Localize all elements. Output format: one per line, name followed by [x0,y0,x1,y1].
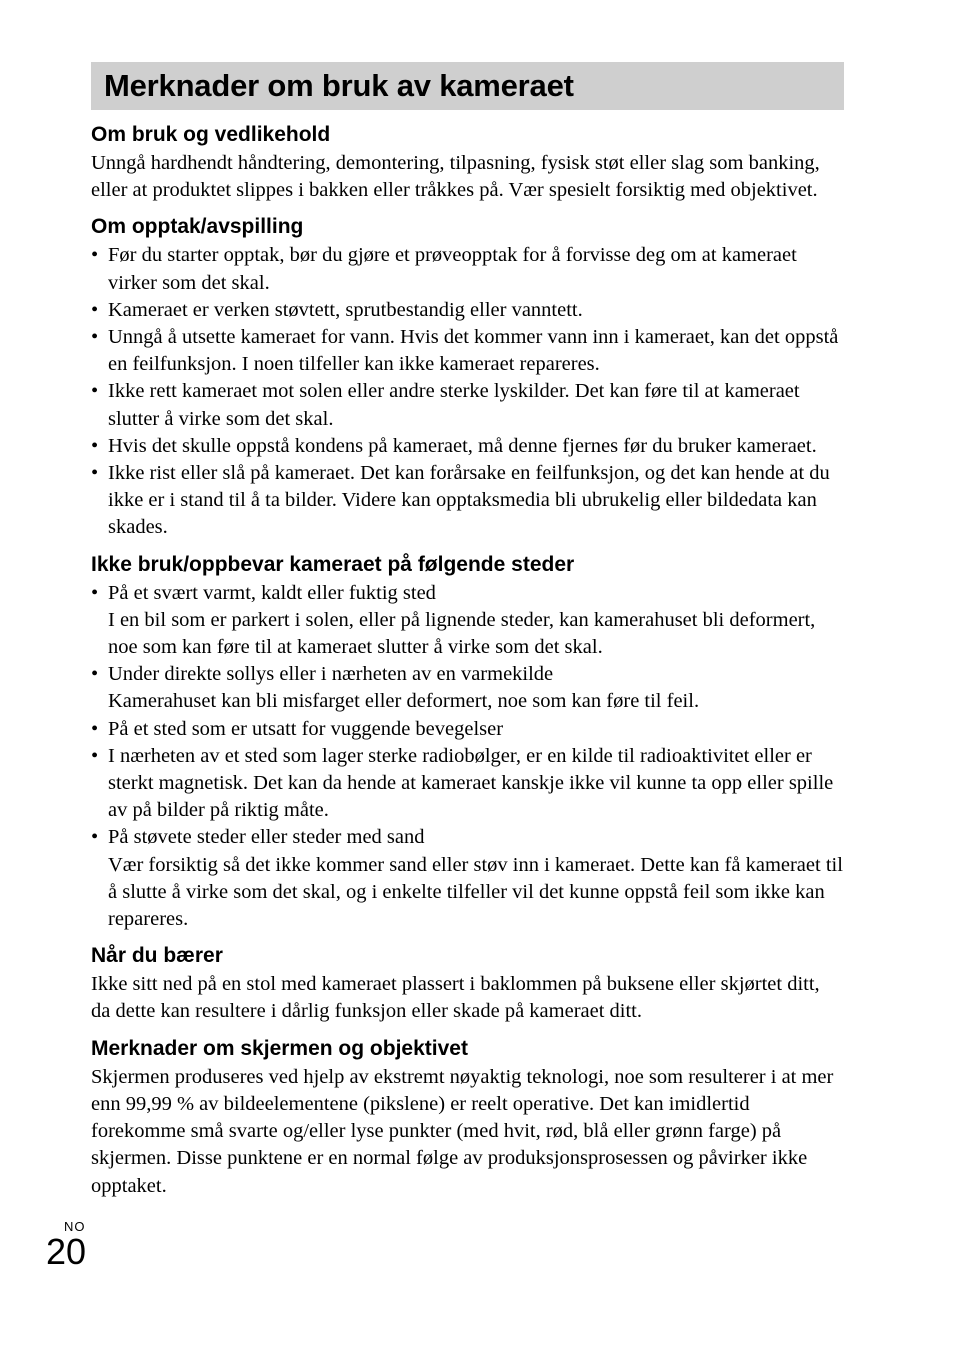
list-item-text: På et svært varmt, kaldt eller fuktig sted [108,581,436,604]
section-heading: Ikke bruk/oppbevar kameraet på følgende steder [91,552,575,576]
bullet-mark: • [91,326,99,349]
section-storage-locations [91,550,843,934]
section-use-maintenance [91,120,843,204]
bullet-list [91,580,843,934]
list-item [91,324,843,378]
list-item-text: Hvis det skulle oppstå kondens på kameraet, må denne fjernes før du bruker kameraet. [108,434,817,457]
bullet-mark: • [91,462,99,485]
list-item [91,716,843,743]
page-language: NO [64,1219,86,1234]
bullet-mark: • [91,663,99,686]
list-item [91,743,843,825]
bullet-mark: • [91,744,99,767]
list-item-text: Under direkte sollys eller i nærheten av en varmekilde [108,663,554,686]
list-item [91,580,843,662]
section-heading: Om opptak/avspilling [91,215,304,239]
list-item-text: På støvete steder eller steder med sand [108,826,425,849]
section-paragraph: Ikke sitt ned på en stol med kameraet plassert i baklommen på buksene eller skjørtet ditt, da dette kan resultere i dårlig funksjon eller skade på kameraet ditt. [91,973,820,1023]
list-item [91,378,843,432]
bullet-mark: • [91,380,99,403]
bullet-mark: • [91,298,99,321]
list-item [91,460,843,542]
content [91,120,843,1208]
list-item-detail: Kamerahuset kan bli misfarget eller deformert, noe som kan føre til feil. [108,690,700,713]
list-item-text: Unngå å utsette kameraet for vann. Hvis det kommer vann inn i kameraet, kan det oppstå en feilfunksjon. I noen tilfeller kan ikke kameraet repareres. [108,326,839,376]
bullet-mark: • [91,826,99,849]
bullet-list [91,242,843,541]
list-item-text: Ikke rist eller slå på kameraet. Det kan forårsake en feilfunksjon, og det kan hende at du ikke er i stand til å ta bilder. Videre kan opptaksmedia bli ubrukelig eller bildedata kan skades. [108,462,830,539]
section-heading: Når du bærer [91,944,223,968]
bullet-mark: • [91,717,99,740]
section-heading: Merknader om skjermen og objektivet [91,1036,468,1060]
list-item [91,824,843,933]
section-paragraph: Skjermen produseres ved hjelp av ekstremt nøyaktig teknologi, noe som resulterer i at mer enn 99,99 % av bildeelementene (pikslene) er reelt operative. Det kan imidlertid forekomme små svarte og/eller lyse punkter (med hvit, rød, blå eller grønn farge) på skjermen. Disse punktene er en normal følge av produksjonsprosessen og påvirker ikke opptaket. [91,1065,834,1197]
title-bar [91,62,844,110]
list-item-text: I nærheten av et sted som lager sterke radiobølger, er en kilde til radioaktivitet eller er sterkt magnetisk. Det kan da hende at kameraet kanskje ikke vil kunne ta opp eller spille av på bilder på riktig måte. [108,744,834,822]
section-heading: Om bruk og vedlikehold [91,123,331,146]
section-carrying [91,941,843,1025]
list-item-text: Ikke rett kameraet mot solen eller andre sterke lyskilder. Det kan føre til at kameraet slutter å virke som det skal. [108,380,800,430]
bullet-mark: • [91,244,99,267]
list-item [91,297,843,324]
list-item-text: Kameraet er verken støvtett, sprutbestandig eller vanntett. [108,298,583,321]
page-number: 20 [46,1231,87,1272]
page-title: Merknader om bruk av kameraet [104,68,574,103]
list-item [91,242,843,296]
section-recording-playback [91,212,843,541]
bullet-mark: • [91,581,99,604]
section-paragraph: Unngå hardhendt håndtering, demontering, tilpasning, fysisk støt eller slag som banking, eller at produktet slippes i bakken eller tråkkes på. Vær spesielt forsiktig med objektivet. [91,152,820,202]
list-item-text: På et sted som er utsatt for vuggende bevegelser [108,717,504,740]
list-item [91,433,843,460]
list-item-text: Før du starter opptak, bør du gjøre et prøveopptak for å forvisse deg om at kameraet virker som det skal. [108,244,797,294]
list-item-detail: Vær forsiktig så det ikke kommer sand eller støv inn i kameraet. Dette kan få kameraet til å slutte å virke som det skal, og i enkelte tilfeller vil det kunne oppstå feil som ikke kan repareres. [108,853,843,931]
list-item-detail: I en bil som er parkert i solen, eller på lignende steder, kan kamerahuset bli deformert, noe som kan føre til at kameraet slutter å virke som det skal. [108,608,816,659]
list-item [91,661,843,715]
section-screen-lens [91,1034,843,1200]
bullet-mark: • [91,434,99,457]
